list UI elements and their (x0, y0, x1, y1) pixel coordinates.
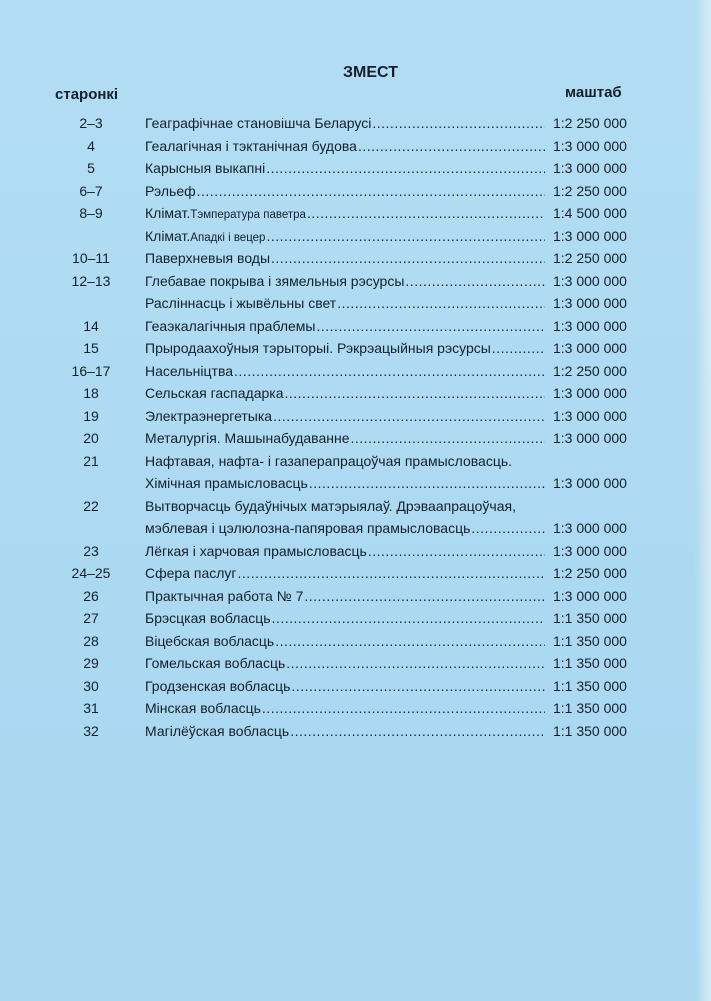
entry-text: Віцебская вобласць (145, 632, 275, 649)
map-scale: 1:1 350 000 (553, 722, 627, 739)
entry-line (145, 697, 545, 720)
dot-leader (309, 472, 545, 495)
entry-line (145, 472, 545, 495)
dot-leader (351, 427, 546, 450)
entry-title (145, 675, 545, 698)
entry-line (145, 675, 545, 698)
entry-title (145, 292, 545, 315)
map-scale: 1:1 350 000 (553, 632, 627, 649)
entry-text: Паверхневыя воды (145, 250, 271, 266)
toc-row[interactable] (0, 360, 711, 383)
entry-title (145, 382, 545, 405)
entry-line (145, 517, 545, 540)
map-scale: 1:1 350 000 (553, 655, 627, 671)
entry-title (145, 180, 545, 203)
entry-title (145, 450, 545, 495)
map-scale: 1:3 000 000 (553, 340, 627, 356)
toc-row[interactable] (0, 315, 711, 338)
page-number: 32 (83, 722, 99, 739)
entry-line (145, 607, 545, 630)
page-number: 26 (83, 587, 99, 604)
entry-line (145, 337, 545, 360)
entry-line (145, 225, 545, 250)
entry-line (145, 562, 545, 585)
entry-line (145, 270, 545, 293)
entry-line (145, 495, 545, 518)
entry-title (145, 427, 545, 450)
toc-row[interactable] (0, 225, 711, 248)
dot-leader (290, 720, 545, 743)
entry-line (145, 630, 545, 653)
dot-leader (358, 135, 545, 158)
toc-row[interactable] (0, 270, 711, 293)
map-scale: 1:4 500 000 (553, 205, 627, 221)
entry-title (145, 585, 545, 608)
entry-text: Сфера паслуг (145, 565, 237, 581)
entry-title (145, 337, 545, 360)
dot-leader (266, 225, 545, 248)
page-number: 31 (83, 700, 99, 716)
toc-row[interactable] (0, 585, 711, 608)
entry-text: Клімат. (145, 227, 191, 244)
map-scale: 1:3 000 000 (553, 587, 627, 604)
entry-text: Расліннасць і жывёльны свет (145, 295, 337, 311)
dot-leader (286, 652, 545, 675)
dot-leader (368, 540, 545, 563)
entry-line (145, 585, 545, 608)
page-number: 23 (83, 542, 99, 559)
page-number: 20 (83, 430, 99, 446)
entry-text: Насельніцтва (145, 362, 234, 379)
map-scale: 1:2 250 000 (553, 250, 627, 266)
entry-text: Металургія. Машынабудаванне (145, 430, 350, 446)
dot-leader (273, 405, 545, 428)
toc-row[interactable] (0, 652, 711, 675)
entry-line (145, 135, 545, 158)
entry-line (145, 405, 545, 428)
entry-title (145, 202, 545, 227)
toc-row[interactable] (0, 450, 711, 495)
entry-subtitle: Ападкі і вецер (190, 231, 266, 244)
dot-leader (405, 270, 545, 293)
entry-title (145, 112, 545, 135)
toc-row[interactable] (0, 540, 711, 563)
entry-line (145, 540, 545, 563)
map-scale: 1:2 250 000 (553, 565, 627, 581)
dot-leader (471, 517, 545, 540)
entry-title (145, 405, 545, 428)
map-scale: 1:3 000 000 (553, 430, 627, 446)
entry-title (145, 607, 545, 630)
dot-leader (317, 315, 546, 338)
entry-title (145, 630, 545, 653)
entry-text: Глебавае покрыва і зямельныя рэсурсы (145, 272, 405, 289)
scale-column-header: маштаб (565, 84, 622, 101)
dot-leader (266, 157, 545, 180)
dot-leader (238, 562, 545, 585)
page-number: 2–3 (79, 115, 103, 131)
entry-title (145, 315, 545, 338)
entry-text: Геаграфічнае становішча Беларусі (145, 115, 372, 131)
entry-text: Геалагічная і тэктанічная будова (145, 137, 357, 154)
page-number: 29 (83, 655, 99, 671)
map-scale: 1:3 000 000 (553, 520, 627, 536)
entry-text: Гродзенская вобласць (145, 677, 291, 694)
dot-leader (285, 382, 546, 405)
entry-text: Прыродаахоўныя тэрыторыі. Рэкрэацыйныя рэсурсы (145, 340, 491, 356)
map-scale: 1:3 000 000 (553, 295, 627, 311)
page-number: 27 (83, 610, 99, 626)
toc-row[interactable] (0, 292, 711, 315)
entry-text: Рэльеф (145, 182, 196, 199)
page-title: ЗМЕСТ (343, 64, 398, 81)
toc-row[interactable] (0, 495, 711, 540)
entry-title (145, 540, 545, 563)
entry-title (145, 247, 545, 270)
page-number: 5 (87, 160, 95, 176)
entry-text: Электраэнергетыка (145, 407, 273, 424)
entry-subtitle: Тэмпература паветра (190, 209, 306, 221)
entry-title (145, 652, 545, 675)
map-scale: 1:2 250 000 (553, 362, 627, 379)
entry-text: Вытворчасць будаўнічых матэрыялаў. Дрэваапрацоўчая, (145, 497, 516, 514)
map-scale: 1:3 000 000 (553, 407, 627, 424)
map-scale: 1:1 350 000 (553, 610, 627, 626)
entry-line (145, 360, 545, 383)
map-scale: 1:1 350 000 (553, 700, 627, 716)
dot-leader (304, 585, 545, 608)
toc-row[interactable] (0, 697, 711, 720)
page-number: 10–11 (72, 250, 110, 266)
map-scale: 1:3 000 000 (553, 137, 627, 154)
toc-row[interactable] (0, 112, 711, 135)
page-number: 18 (83, 385, 99, 401)
entry-text: Сельская гаспадарка (145, 385, 284, 401)
page-number: 22 (83, 497, 99, 514)
map-scale: 1:2 250 000 (553, 115, 627, 131)
entry-title (145, 495, 545, 540)
dot-leader (234, 360, 545, 383)
toc-row[interactable] (0, 180, 711, 203)
dot-leader (272, 607, 545, 630)
entry-line (145, 247, 545, 270)
entry-line (145, 652, 545, 675)
map-scale: 1:3 000 000 (553, 542, 627, 559)
map-scale: 1:3 000 000 (553, 475, 627, 491)
page-number: 6–7 (79, 182, 103, 199)
toc-row[interactable] (0, 720, 711, 743)
entry-title (145, 562, 545, 585)
entry-line (145, 382, 545, 405)
entry-text: Хімічная прамысловасць (145, 475, 308, 491)
page-number: 15 (83, 340, 99, 356)
page-number: 14 (83, 317, 99, 334)
entry-line (145, 292, 545, 315)
entry-text: Брэсцкая вобласць (145, 610, 271, 626)
toc-row[interactable] (0, 135, 711, 158)
dot-leader (262, 697, 545, 720)
toc-row[interactable] (0, 247, 711, 270)
dot-leader (307, 202, 545, 225)
entry-title (145, 720, 545, 743)
dot-leader (291, 675, 545, 698)
dot-leader (492, 337, 545, 360)
entry-line (145, 315, 545, 338)
entry-text: мэблевая і цэлюлозна-папяровая прамысловасць (145, 520, 471, 536)
entry-title (145, 697, 545, 720)
map-scale: 1:3 000 000 (553, 317, 627, 334)
toc-row[interactable] (0, 382, 711, 405)
entry-title (145, 360, 545, 383)
toc-row[interactable] (0, 675, 711, 698)
dot-leader (337, 292, 545, 315)
map-scale: 1:3 000 000 (553, 160, 627, 176)
page-number: 8–9 (79, 205, 103, 221)
dot-leader (275, 630, 545, 653)
page-number: 19 (83, 407, 99, 424)
entry-title (145, 157, 545, 180)
map-scale: 1:3 000 000 (553, 385, 627, 401)
entry-line (145, 157, 545, 180)
toc-row[interactable] (0, 157, 711, 180)
entry-title (145, 270, 545, 293)
dot-leader (271, 247, 545, 270)
toc-row[interactable] (0, 607, 711, 630)
pages-column-header: старонкі (55, 86, 119, 103)
page-number: 21 (83, 452, 99, 469)
map-scale: 1:3 000 000 (553, 272, 627, 289)
page-number: 24–25 (71, 565, 111, 581)
toc-row[interactable] (0, 562, 711, 585)
toc-row[interactable] (0, 405, 711, 428)
entry-text: Нафтавая, нафта- і газаперапрацоўчая прамысловасць. (145, 452, 513, 469)
entry-text: Геаэкалагічныя праблемы (145, 317, 316, 334)
map-scale: 1:1 350 000 (553, 677, 627, 694)
entry-text: Мінская вобласць (145, 700, 261, 716)
toc-row[interactable] (0, 630, 711, 653)
dot-leader (197, 180, 545, 203)
toc-row[interactable] (0, 202, 711, 225)
entry-text: Гомельская вобласць (145, 655, 286, 671)
entry-text: Магілёўская вобласць (145, 722, 290, 739)
entry-title (145, 135, 545, 158)
page-number: 12–13 (71, 272, 111, 289)
page-number: 30 (83, 677, 99, 694)
entry-line (145, 720, 545, 743)
entry-text: Практычная работа № 7 (145, 587, 304, 604)
entry-text: Лёгкая і харчовая прамысловасць (145, 542, 367, 559)
table-of-contents (0, 112, 711, 742)
entry-line (145, 112, 545, 135)
entry-line (145, 427, 545, 450)
entry-title (145, 225, 545, 250)
map-scale: 1:2 250 000 (553, 182, 627, 199)
dot-leader (372, 112, 545, 135)
toc-row[interactable] (0, 337, 711, 360)
entry-text: Клімат. (145, 205, 191, 221)
entry-text: Карысныя выкапні (145, 160, 266, 176)
entry-line (145, 450, 545, 473)
toc-row[interactable] (0, 427, 711, 450)
map-scale: 1:3 000 000 (553, 227, 627, 244)
page-number: 4 (87, 137, 95, 154)
page-number: 16–17 (71, 362, 111, 379)
entry-line (145, 180, 545, 203)
entry-line (145, 202, 545, 227)
page-number: 28 (83, 632, 99, 649)
